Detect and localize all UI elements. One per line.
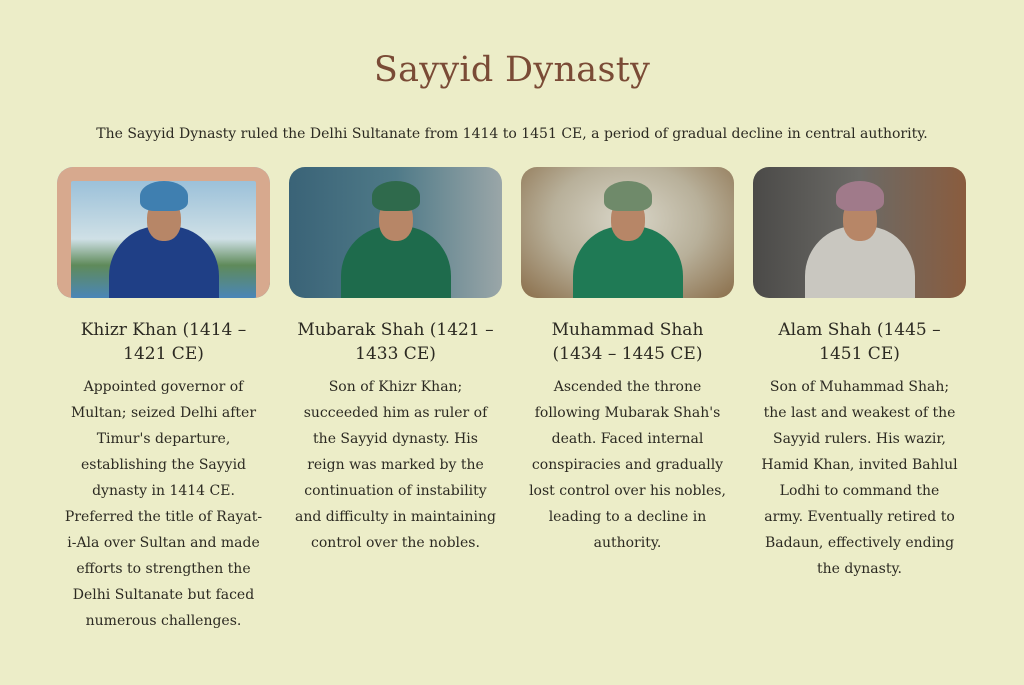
ruler-description: Appointed governor of Multan; seized Delhi after Timur's departure, establishing the Sayyid dynasty in 1414 CE. Preferred the title of Rayat-i-Ala over Sultan and made efforts to strengthen the Delhi Sultanate but faced numerous challenges.	[64, 379, 263, 629]
ruler-card-alam-shah	[753, 167, 966, 634]
ruler-name: Muhammad Shah (1434 – 1445 CE)	[551, 320, 704, 364]
ruler-description: Son of Khizr Khan; succeeded him as ruler of the Sayyid dynasty. His reign was marked by the continuation of instability and difficulty in maintaining control over the nobles.	[295, 379, 496, 551]
ruler-description: Ascended the throne following Mubarak Shah's death. Faced internal conspiracies and gradually lost control over his nobles, leading to a decline in authority.	[529, 379, 726, 551]
ruler-portrait	[57, 167, 270, 298]
ruler-portrait	[289, 167, 502, 298]
ruler-portrait	[521, 167, 734, 298]
ruler-card-khizr-khan	[57, 167, 270, 634]
ruler-portrait	[753, 167, 966, 298]
ruler-description: Son of Muhammad Shah; the last and weakest of the Sayyid rulers. His wazir, Hamid Khan, invited Bahlul Lodhi to command the army. Eventually retired to Badaun, effectively ending the dynasty.	[761, 379, 958, 577]
ruler-card-muhammad-shah	[521, 167, 734, 634]
ruler-card-mubarak-shah	[289, 167, 502, 634]
page-intro: The Sayyid Dynasty ruled the Delhi Sultanate from 1414 to 1451 CE, a period of gradual decline in central authority.	[96, 126, 928, 142]
rulers-grid	[57, 167, 1024, 634]
ruler-name: Mubarak Shah (1421 – 1433 CE)	[297, 320, 494, 364]
ruler-name: Alam Shah (1445 – 1451 CE)	[778, 320, 941, 364]
ruler-name: Khizr Khan (1414 – 1421 CE)	[80, 320, 247, 364]
page-title: Sayyid Dynasty	[373, 50, 651, 90]
